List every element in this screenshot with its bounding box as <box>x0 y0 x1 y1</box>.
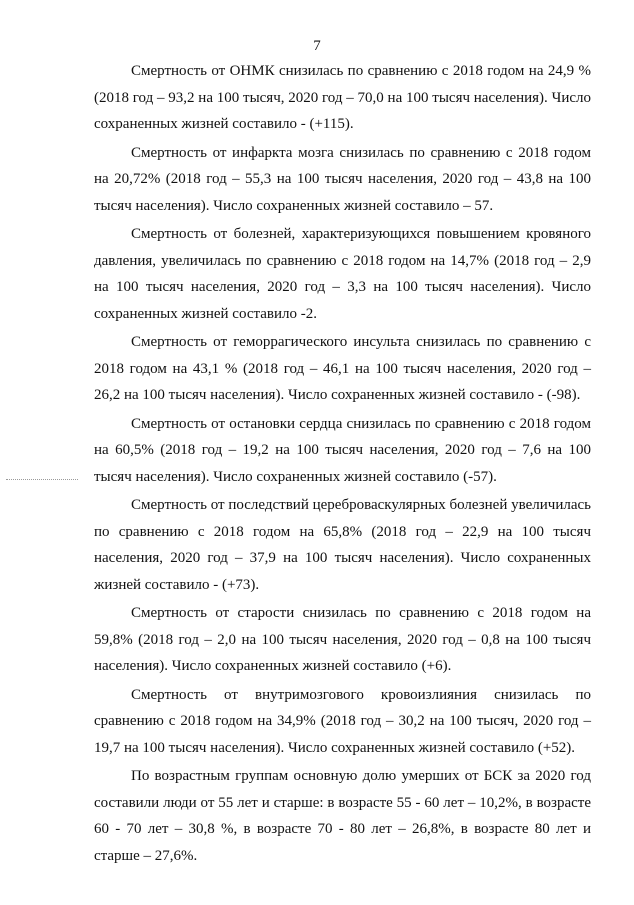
paragraph-cerebrovascular-sequelae-mortality: Смертность от последствий цереброваскулярных болезней увеличилась по сравнению с 2018 годом на 65,8% (2018 год – 22,9 на 100 тысяч населения, 2020 год – 37,9 на 100 тысяч населения). Число сохраненных жизней составило - (+73). <box>94 497 591 593</box>
margin-scan-mark <box>6 479 78 480</box>
paragraph-hemorrhagic-stroke-mortality: Смертность от геморрагического инсульта снизилась по сравнению с 2018 годом на 43,1 % (2018 год – 46,1 на 100 тысяч населения, 2020 год – 26,2 на 100 тысяч населения). Число сохраненных жизней составило - (-98). <box>94 334 591 403</box>
page-number: 7 <box>313 38 321 54</box>
paragraph-intracerebral-hemorrhage-mortality: Смертность от внутримозгового кровоизлияния снизилась по сравнению с 2018 годом на 34,9% (2018 год – 30,2 на 100 тысяч, 2020 год – 19,7 на 100 тысяч населения). Число сохраненных жизней составило (+52). <box>94 686 591 756</box>
document-body <box>94 58 591 871</box>
paragraph-hypertension-mortality: Смертность от болезней, характеризующихся повышением кровяного давления, увеличилась по сравнению с 2018 годом на 14,7% (2018 год – 2,9 на 100 тысяч населения, 2020 год – 3,3 на 100 тысяч населения). Число сохраненных жизней составило -2. <box>94 226 591 322</box>
paragraph-cardiac-arrest-mortality: Смертность от остановки сердца снизилась по сравнению с 2018 годом на 60,5% (2018 год – 19,2 на 100 тысяч населения, 2020 год – 7,6 на 100 тысяч населения). Число сохраненных жизней составило (-57). <box>94 415 591 485</box>
paragraph-age-groups: По возрастным группам основную долю умерших от БСК за 2020 год составили люди от 55 лет и старше: в возрасте 55 - 60 лет – 10,2%, в возрасте 60 - 70 лет – 30,8 %, в возрасте 70 - 80 лет – 26,8%, в возрасте 80 лет и старше – 27,6%. <box>94 768 591 864</box>
paragraph-brain-infarction-mortality: Смертность от инфаркта мозга снизилась по сравнению с 2018 годом на 20,72% (2018 год – 55,3 на 100 тысяч населения, 2020 год – 43,8 на 100 тысяч населения). Число сохраненных жизней составило – 57. <box>94 144 591 214</box>
paragraph-onmk-mortality: Смертность от ОНМК снизилась по сравнению с 2018 годом на 24,9 % (2018 год – 93,2 на 100 тысяч, 2020 год – 70,0 на 100 тысяч населения). Число сохраненных жизней составило - (+115). <box>94 63 591 132</box>
paragraph-old-age-mortality: Смертность от старости снизилась по сравнению с 2018 годом на 59,8% (2018 год – 2,0 на 100 тысяч населения, 2020 год – 0,8 на 100 тысяч населения). Число сохраненных жизней составило (+6). <box>94 605 591 674</box>
